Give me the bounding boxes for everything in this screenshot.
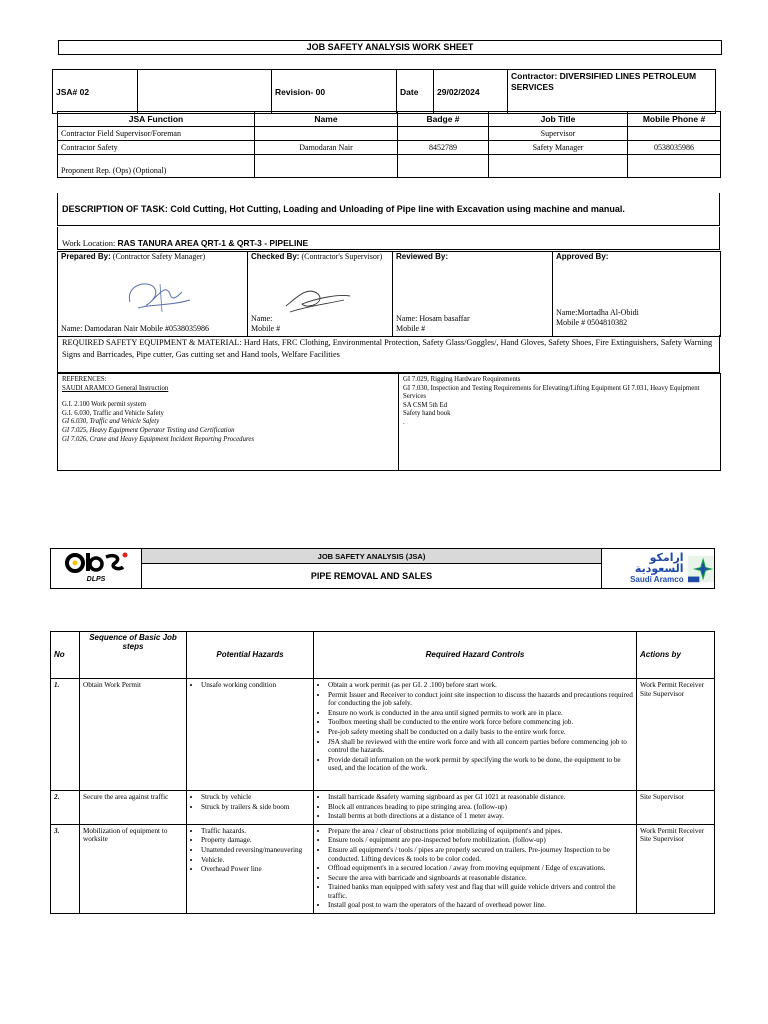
hazard-item: • Struck by vehicle [201, 793, 310, 802]
control-item: • Permit Issuer and Receiver to conduct joint site inspection to discuss the hazards and precautions required for conducting the job safely. [328, 691, 633, 708]
row-badge: 8452789 [398, 141, 489, 155]
row-name [255, 127, 398, 141]
checked-by-signature [278, 276, 358, 316]
prepared-by-label: Prepared By: [61, 252, 111, 261]
actions-by: Work Permit Receiver Site Supervisor [637, 679, 715, 791]
row-name [255, 155, 398, 178]
aramco-english-text: Saudi Aramco [630, 575, 684, 584]
row-title: Supervisor [489, 127, 628, 141]
col-actions-by: Actions by [637, 632, 715, 679]
reference-item: G.I. 2.100 Work permit system [62, 401, 147, 409]
dlps-logo-text: DLPS [86, 576, 106, 583]
control-item: • Trained banks man equipped with safety vest and flag that will guide vehicle drivers and control the traffic. [328, 883, 633, 900]
row-badge [398, 127, 489, 141]
checked-by-mobile: Mobile # [251, 324, 281, 333]
control-item: • Install barricade &safety warning signboard as per GI 1021 at reasonable distance. [328, 793, 633, 802]
checked-by-cell [248, 252, 393, 337]
signature-table [57, 251, 721, 337]
jsa-number: JSA# 02 [53, 70, 138, 114]
prepared-by-role: (Contractor Safety Manager) [112, 252, 206, 261]
jsa-number-blank [138, 70, 272, 114]
date-value: 29/02/2024 [434, 70, 508, 114]
row-title: Safety Manager [489, 141, 628, 155]
aramco-arabic-text: ارامكو السعودية [634, 551, 684, 575]
reference-item: . [403, 418, 405, 426]
table-row [58, 141, 721, 155]
saudi-aramco-logo [602, 549, 715, 589]
potential-hazards [187, 790, 314, 824]
job-step: Secure the area against traffic [80, 790, 187, 824]
approved-by-cell [553, 252, 721, 337]
jsa-header-table [52, 69, 716, 114]
row-badge [398, 155, 489, 178]
row-function: Contractor Field Supervisor/Foreman [58, 127, 255, 141]
col-jsa-function: JSA Function [58, 112, 255, 127]
reference-item: GI 7.030, Inspection and Testing Requirements for Elevating/Lifting Equipment GI 7.031, Heavy Equipment Services [403, 384, 700, 401]
hazard-item: • Overhead Power line [201, 865, 310, 874]
row-phone [628, 155, 721, 178]
worksheet-title: JOB SAFETY ANALYSIS WORK SHEET [58, 40, 722, 55]
checked-by-name: Name: [251, 314, 273, 323]
row-function: Proponent Rep. (Ops) (Optional) [58, 155, 255, 178]
checked-by-label: Checked By: [251, 252, 300, 261]
control-item: • Toolbox meeting shall be conducted to the entire work force before commencing job. [328, 718, 633, 727]
row-phone [628, 127, 721, 141]
hazard-item: • Struck by trailers & side boom [201, 803, 310, 812]
references-right [399, 374, 721, 471]
control-item: • Ensure all equipment's / tools / pipes are properly secured on trailers. Pre-journey Inspection to be conducted. Lifting devices & tools to be color coded. [328, 846, 633, 863]
table-row [51, 824, 715, 913]
table-row [58, 155, 721, 178]
row-function: Contractor Safety [58, 141, 255, 155]
col-name: Name [255, 112, 398, 127]
control-item: • Ensure tools / equipment are pre-inspected before mobilization. (follow-up) [328, 836, 633, 845]
control-item: • Prepare the area / clear of obstructions prior mobilizing of equipment's and pipes. [328, 827, 633, 836]
contractor-name: Contractor: DIVERSIFIED LINES PETROLEUM SERVICES [508, 70, 716, 114]
reviewed-by-cell [393, 252, 553, 337]
control-item: • JSA shall be reviewed with the entire work force and with all concern parties before commencing job to control the hazards. [328, 738, 633, 755]
control-item: • Ensure no work is conducted in the area until signed permits to work are in place. [328, 709, 633, 718]
hazard-controls [314, 824, 637, 913]
table-row [51, 790, 715, 824]
control-item: • Install goal post to warn the operators of the hazard of overhead power line. [328, 901, 633, 910]
jsa-steps-table [50, 631, 715, 914]
reference-item: Safety hand book [403, 410, 451, 418]
actions-by: Work Permit Receiver Site Supervisor [637, 824, 715, 913]
aramco-star-icon [688, 555, 714, 583]
reviewed-by-mobile: Mobile # [396, 324, 426, 333]
table-row [58, 127, 721, 141]
col-hazard-controls: Required Hazard Controls [314, 632, 637, 679]
work-location-value: RAS TANURA AREA QRT-1 & QRT-3 - PIPELINE [117, 238, 309, 248]
col-job-steps: Sequence of Basic Job steps [80, 632, 187, 679]
approved-by-label: Approved By: [556, 252, 609, 261]
personnel-table [57, 111, 721, 178]
hazard-item: • Unsafe working condition [201, 681, 310, 690]
col-no: No [51, 632, 80, 679]
approved-by-name: Name:Mortadha Al-Obidi [556, 308, 639, 317]
col-potential-hazards: Potential Hazards [187, 632, 314, 679]
control-item: • Install berms at both directions at a distance of 1 meter away. [328, 812, 633, 821]
jsa-title-block [50, 548, 715, 589]
dlps-logo [51, 549, 142, 589]
required-safety-equipment: REQUIRED SAFETY EQUIPMENT & MATERIAL: Hard Hats, FRC Clothing, Environmental Protection, Safety Glass/Goggles/, Hand Gloves, Safety Shoes, Fire Extinguishers, Safety Warning Signs and Barricades, Pipe cutter, Gas cutting set and Hand tools, Welfare Facilities [57, 335, 720, 373]
reference-item: GI 7.025, Heavy Equipment Operator Testing and Certification [62, 426, 235, 434]
jsa-subtitle: PIPE REMOVAL AND SALES [142, 564, 602, 589]
hazard-item: • Vehicle. [201, 856, 310, 865]
references-heading: REFERENCES: [62, 376, 107, 383]
jsa-label: JOB SAFETY ANALYSIS (JSA) [142, 549, 602, 564]
work-location-label: Work Location: [62, 238, 116, 248]
potential-hazards [187, 824, 314, 913]
date-label: Date [397, 70, 434, 114]
task-description: DESCRIPTION OF TASK: Cold Cutting, Hot Cutting, Loading and Unloading of Pipe line with Excavation using machine and manual. [57, 193, 720, 226]
reference-item: GI 6.030, Traffic and Vehicle Safety [62, 418, 160, 426]
hazard-controls [314, 790, 637, 824]
prepared-by-signature [120, 274, 200, 314]
col-job-title: Job Title [489, 112, 628, 127]
hazard-item: • Unattended reversing/maneuvering [201, 846, 310, 855]
actions-by: Site Supervisor [637, 790, 715, 824]
prepared-by-name: Name: Damodaran Nair Mobile #0538035986 [61, 324, 209, 333]
reviewed-by-label: Reviewed By: [396, 252, 449, 261]
reviewed-by-name: Name: Hosam basaffar [396, 314, 470, 323]
approved-by-mobile: Mobile # 0504810382 [556, 318, 628, 327]
reference-item: GI 7.029, Rigging Hardware Requirements [403, 376, 521, 383]
control-item: • Offload equipment's in a secured location / away from moving equipment / Edge of excavations. [328, 864, 633, 873]
dlps-logo-icon [61, 549, 131, 583]
reference-item: GI 7.026, Crane and Heavy Equipment Incident Reporting Procedures [62, 435, 255, 443]
row-title [489, 155, 628, 178]
control-item: • Provide detail information on the work permit by specifying the work to be done, the equipment to be used, and the location of the work. [328, 756, 633, 773]
table-row [51, 679, 715, 791]
row-name: Damodaran Nair [255, 141, 398, 155]
row-phone: 0538035986 [628, 141, 721, 155]
job-step: Mobilization of equipment to worksite [80, 824, 187, 913]
control-item: • Secure the area with barricade and signboards at reasonable distance. [328, 874, 633, 883]
col-mobile-phone: Mobile Phone # [628, 112, 721, 127]
control-item: • Pre-job safety meeting shall be conducted on a daily basis to the entire work force. [328, 728, 633, 737]
reference-item: SAUDI ARAMCO General Instruction [62, 384, 169, 392]
checked-by-role: (Contractor's Supervisor) [301, 252, 383, 261]
revision: Revision- 00 [272, 70, 397, 114]
references-left [58, 374, 399, 471]
control-item: • Obtain a work permit (as per GI. 2 .100) before start work. [328, 681, 633, 690]
job-step: Obtain Work Permit [80, 679, 187, 791]
prepared-by-cell [58, 252, 248, 337]
step-number: 3. [51, 824, 80, 913]
potential-hazards [187, 679, 314, 791]
hazard-item: • Property damage. [201, 836, 310, 845]
col-badge: Badge # [398, 112, 489, 127]
hazard-item: • Traffic hazards. [201, 827, 310, 836]
work-location [57, 227, 720, 250]
reference-item: G.I. 6.030, Traffic and Vehicle Safety [62, 409, 164, 417]
hazard-controls [314, 679, 637, 791]
step-number: 2. [51, 790, 80, 824]
reference-item: SA CSM 5th Ed [403, 401, 448, 409]
control-item: • Block all entrances heading to pipe stringing area. (follow-up) [328, 803, 633, 812]
step-number: 1. [51, 679, 80, 791]
references-table [57, 373, 721, 471]
